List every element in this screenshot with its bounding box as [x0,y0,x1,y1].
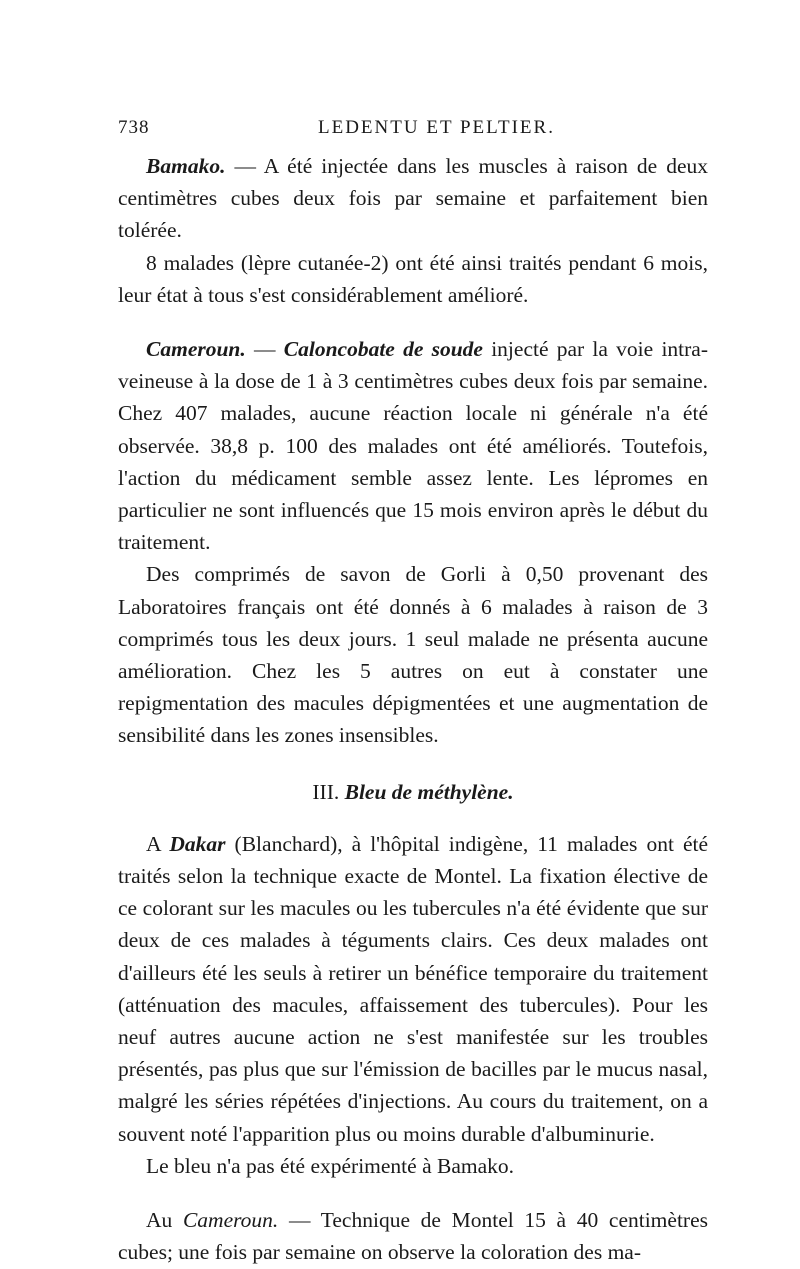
page-body [118,150,708,1269]
paragraph-cameroun-bleu [118,1204,708,1268]
place-cameroun-2: Cameroun. [182,1208,279,1233]
page-number: 738 [118,117,150,138]
place-dakar: Dakar [169,831,226,856]
dakar-prefix: A [146,831,170,856]
place-cameroun: Cameroun. [146,337,246,362]
cameroun-dash: — [245,337,284,362]
running-title: LEDENTU ET PELTIER. [318,117,555,138]
paragraph-gorli: Des comprimés de savon de Gorli à 0,50 provenant des Laboratoires français ont été donnés à 6 malades à raison de 3 comprimés tous les deux jours. 1 seul malade ne présenta aucune amélioration. Chez les 5 autres on eut à constater une repigmentation des macules dépigmentées et une augmentation de sensibilité dans les zones insensibles. [118,562,708,748]
section-heading [118,776,708,808]
dakar-text: (Blanchard), à l'hôpital indigène, 11 malades ont été traités selon la technique exacte de Montel. La fixation élective de ce colorant sur les macules ou les tubercules n'a été évidente que sur deux de ces malades à téguments clairs. Ces deux malades ont d'ailleurs été les seuls à retirer un bénéfice temporaire du traitement (atténuation des macules, affaissement des tubercules). Pour les neuf autres aucune action ne s'est manifestée sur les troubles présentés, pas plus que sur l'émission de bacilles par le mucus nasal, malgré les séries répétées d'injections. Au cours du traitement, on a souvent noté l'apparition plus ou moins durable d'albuminurie. [118,831,708,1146]
drug-name: Caloncobate de soude [283,337,483,362]
paragraph-bamako-result: 8 malades (lèpre cutanée-2) ont été ainsi traités pendant 6 mois, leur état à tous s'est considérablement amélioré. [118,250,708,307]
place-bamako: Bamako. [146,154,226,178]
bamako-text: — A été injectée dans les muscles à raison de deux centimètres cubes deux fois par semaine et parfaitement bien tolérée. [118,154,708,243]
paragraph-cameroun [118,333,708,558]
cameroun-text: injecté par la voie intra-veineuse à la dose de 1 à 3 centimètres cubes deux fois par semaine. Chez 407 malades, aucune réaction locale ni générale n'a été observée. 38,8 p. 100 des malades ont été améliorés. Toutefois, l'action du médicament semble assez lente. Les lépromes en particulier ne sont influencés que 15 mois environ après le début du traitement. [118,337,708,555]
paragraph-bamako-bleu: Le bleu n'a pas été expérimenté à Bamako. [146,1153,515,1178]
paragraph-bamako [118,150,708,247]
cam2-text: — Technique de Montel 15 à 40 centimètres cubes; une fois par semaine on observe la coloration des ma- [118,1208,708,1265]
section-title: Bleu de méthylène. [344,779,514,804]
section-number: III. [312,779,345,804]
paragraph-dakar [118,828,708,1150]
cam2-prefix: Au [146,1208,183,1233]
